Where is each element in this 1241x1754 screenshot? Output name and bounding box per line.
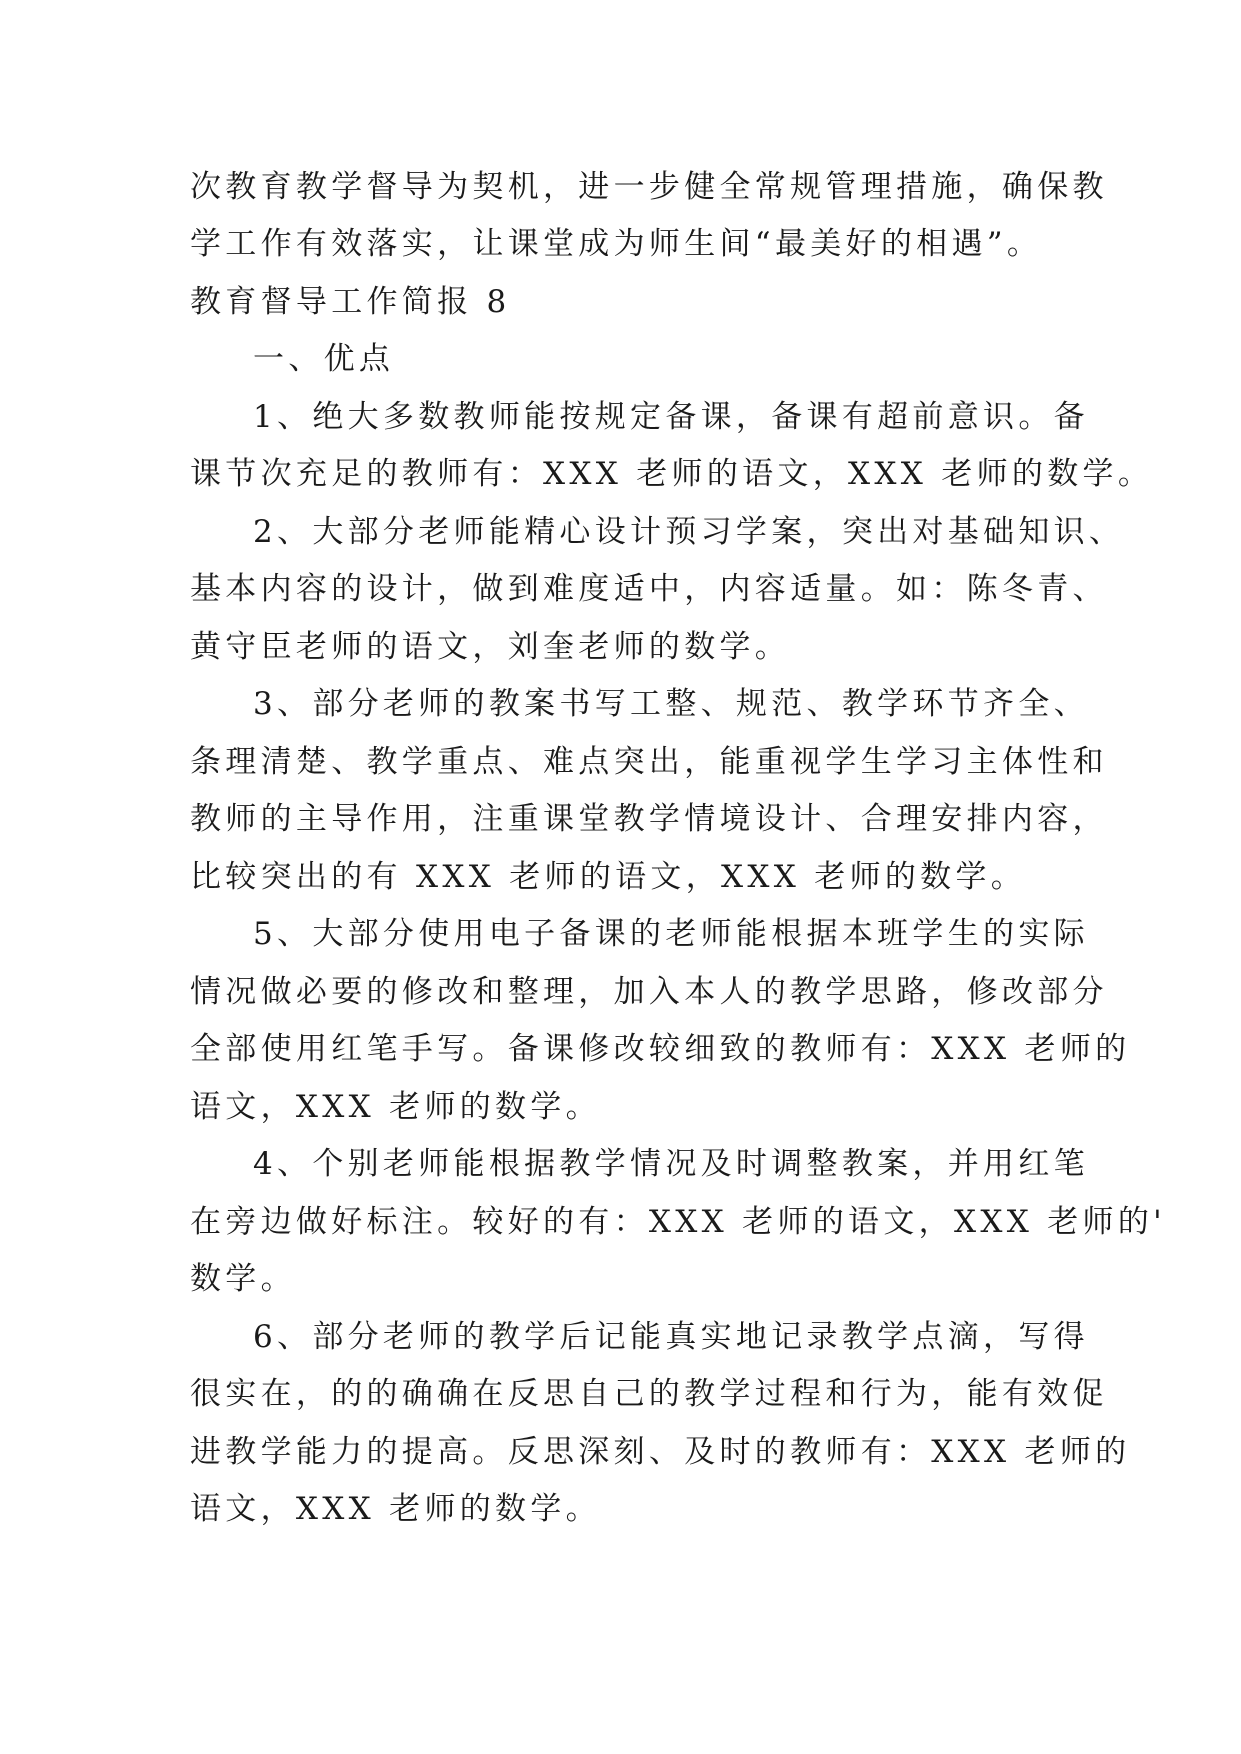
- subheading: 一、优点: [253, 341, 395, 377]
- text-line: 语文，XXX 老师的数学。: [190, 1491, 601, 1527]
- text-line: 进教学能力的提高。反思深刻、及时的教师有：XXX 老师的: [190, 1434, 1131, 1470]
- text-line: 全部使用红笔手写。备课修改较细致的教师有：XXX 老师的: [190, 1031, 1131, 1067]
- text-line: 教师的主导作用，注重课堂教学情境设计、合理安排内容，: [190, 801, 1108, 837]
- text-line: 比较突出的有 XXX 老师的语文，XXX 老师的数学。: [190, 859, 1027, 895]
- text-line: 4、个别老师能根据教学情况及时调整教案，并用红笔: [253, 1146, 1089, 1182]
- text-line: 情况做必要的修改和整理，加入本人的教学思路，修改部分: [190, 974, 1108, 1010]
- text-line: 基本内容的设计，做到难度适中，内容适量。如：陈冬青、: [190, 571, 1108, 607]
- text-line: 5、大部分使用电子备课的老师能根据本班学生的实际: [253, 916, 1089, 952]
- text-line: 课节次充足的教师有：XXX 老师的语文，XXX 老师的数学。: [190, 456, 1154, 492]
- text-line: 6、部分老师的教学后记能真实地记录教学点滴，写得: [253, 1319, 1089, 1355]
- text-line: 次教育教学督导为契机，进一步健全常规管理措施，确保教: [190, 169, 1108, 205]
- text-line: 条理清楚、教学重点、难点突出，能重视学生学习主体性和: [190, 744, 1108, 780]
- text-line: 黄守臣老师的语文，刘奎老师的数学。: [190, 629, 791, 665]
- text-line: 数学。: [190, 1261, 296, 1297]
- section-heading: 教育督导工作简报 8: [190, 284, 511, 320]
- text-line: 语文，XXX 老师的数学。: [190, 1089, 601, 1125]
- text-line: 很实在，的的确确在反思自己的教学过程和行为，能有效促: [190, 1376, 1108, 1412]
- text-line: 学工作有效落实，让课堂成为师生间“最美好的相遇”。: [190, 226, 1043, 262]
- text-line: 3、部分老师的教案书写工整、规范、教学环节齐全、: [253, 686, 1089, 722]
- text-line: 1、绝大多数教师能按规定备课，备课有超前意识。备: [253, 399, 1089, 435]
- text-line: 在旁边做好标注。较好的有：XXX 老师的语文，XXX 老师的': [190, 1204, 1166, 1240]
- text-line: 2、大部分老师能精心设计预习学案，突出对基础知识、: [253, 514, 1125, 550]
